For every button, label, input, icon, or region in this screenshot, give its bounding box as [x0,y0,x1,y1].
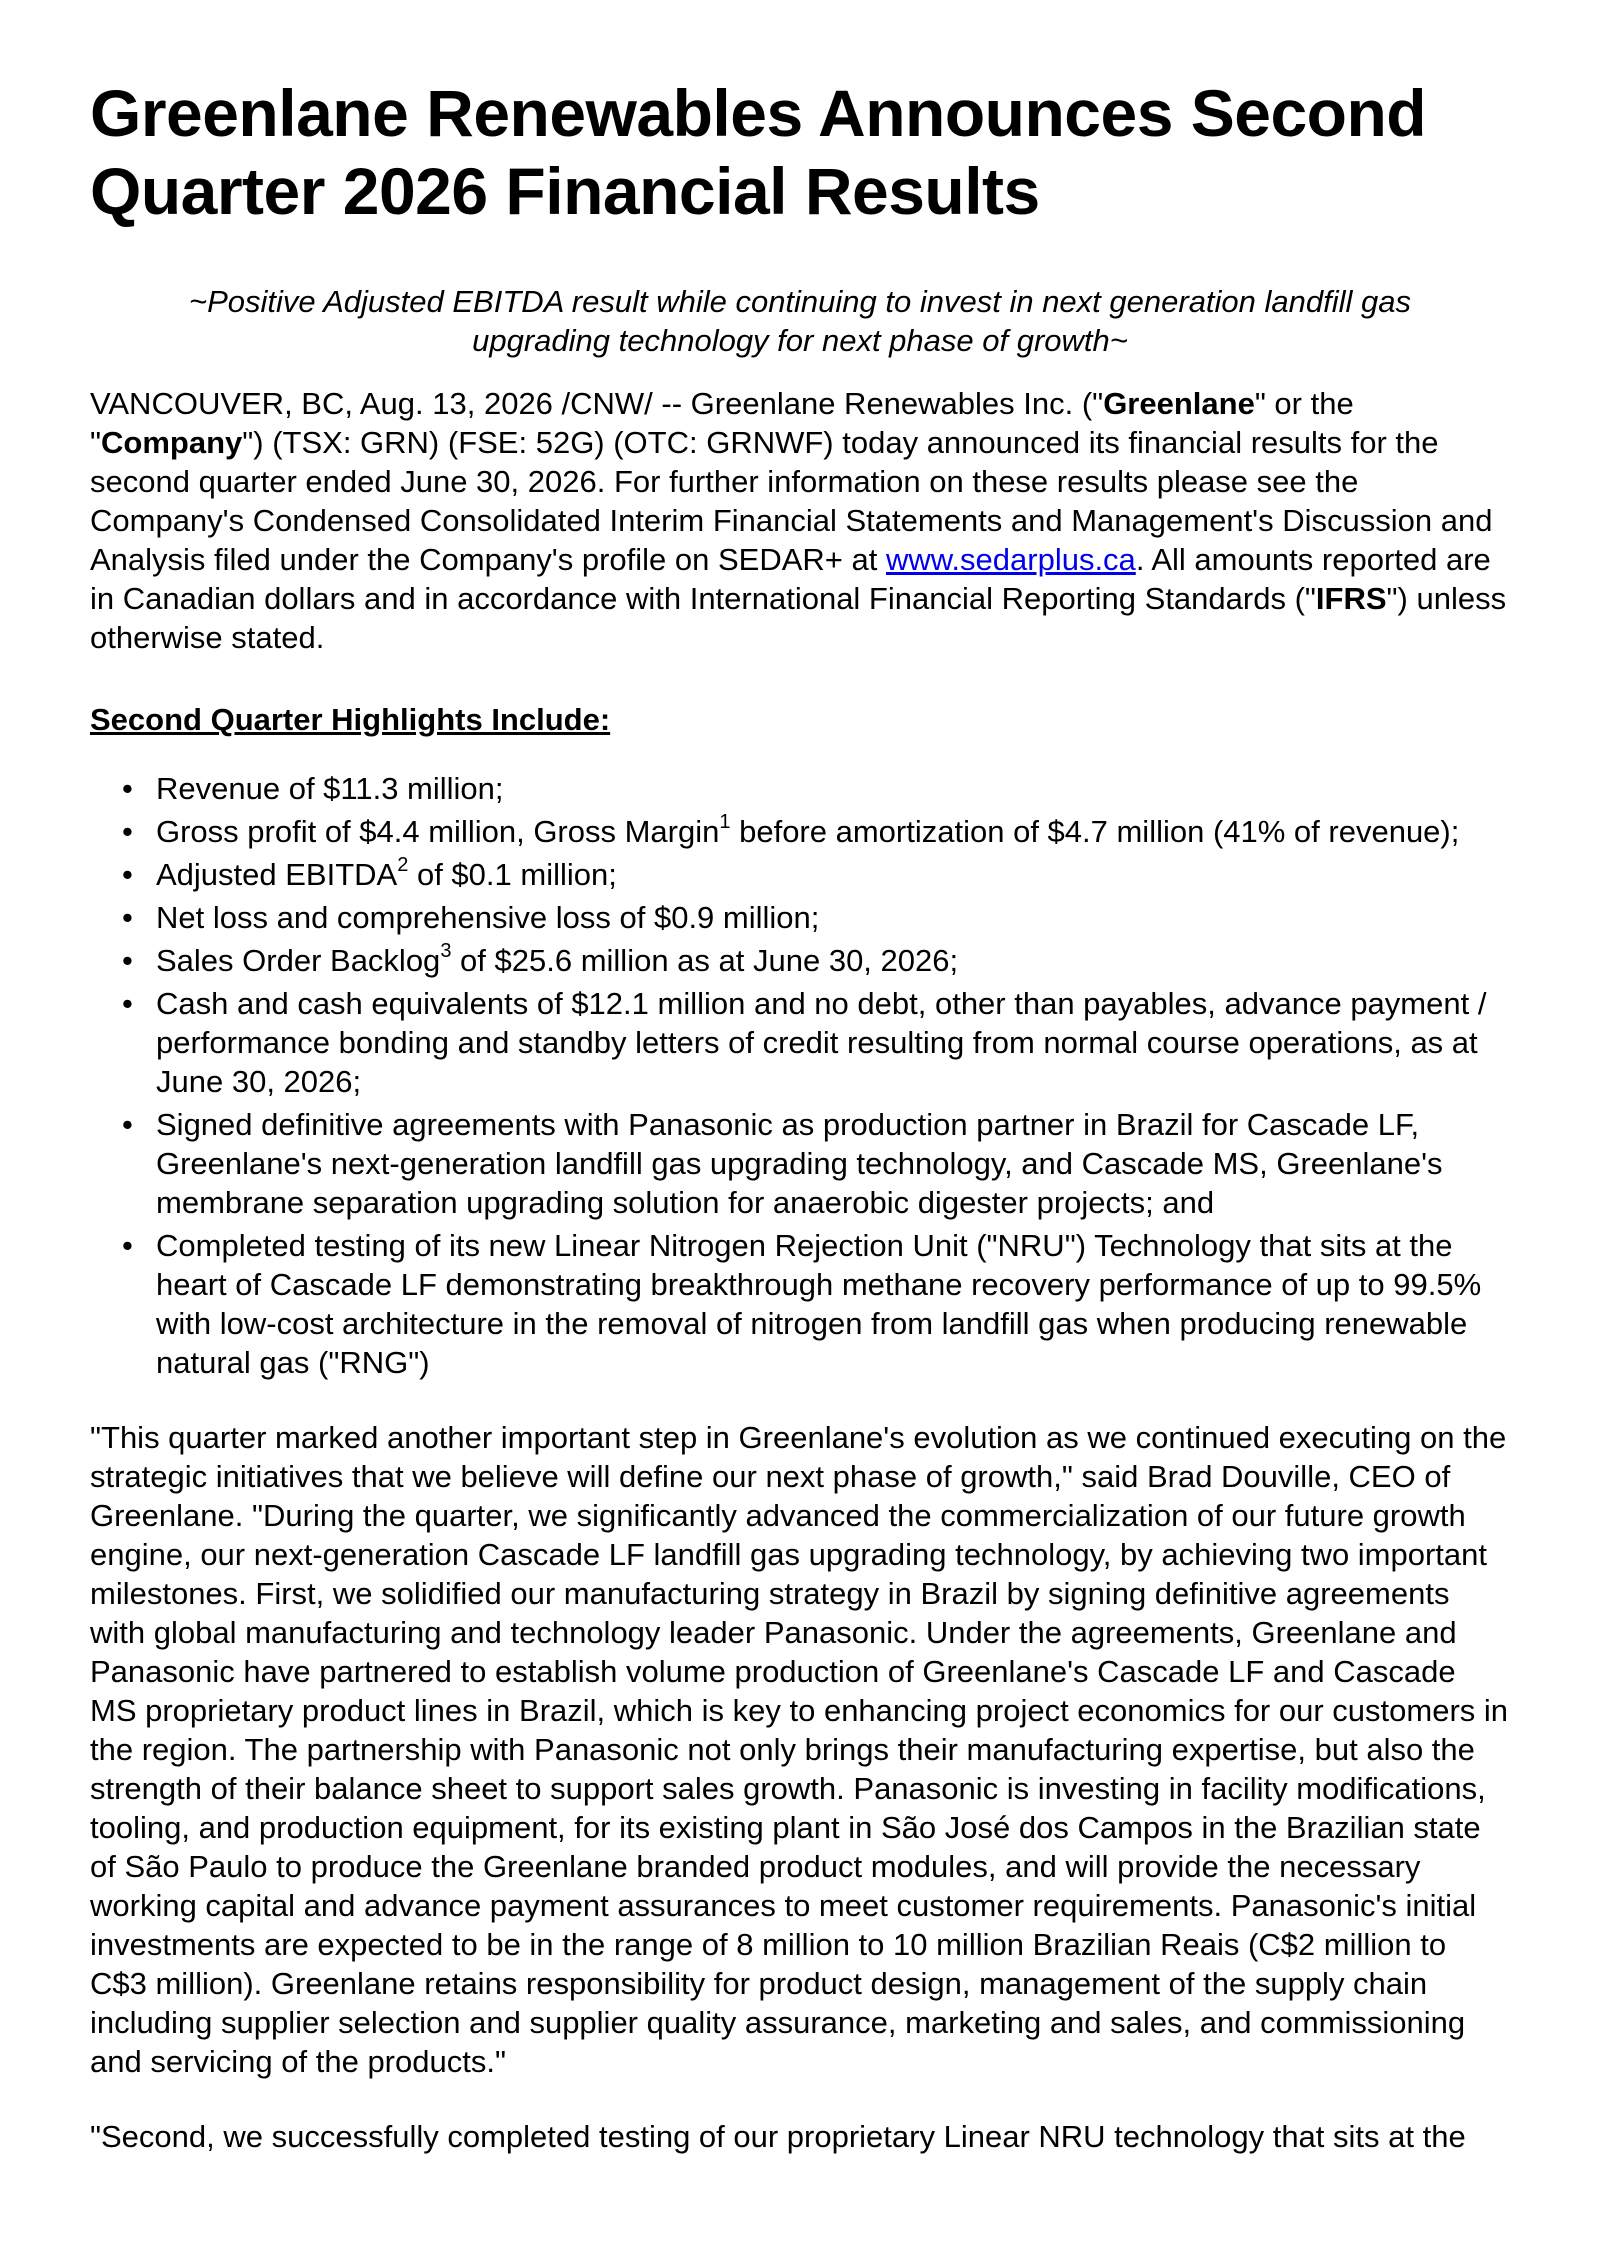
list-item [122,898,1510,937]
highlight-text-after: of $25.6 million as at June 30, 2026; [451,943,959,978]
page-title: Greenlane Renewables Announces Second Quarter 2026 Financial Results [90,76,1427,228]
highlight-text-after: of $0.1 million; [408,857,617,892]
highlight-text: Net loss and comprehensive loss of $0.9 million; [156,900,820,935]
bullet-icon: • [122,857,133,892]
list-item [122,1105,1510,1222]
intro-bold-ifrs: IFRS [1315,581,1387,616]
footnote-marker: 1 [719,811,731,833]
bullet-icon: • [122,900,133,935]
highlight-text: Signed definitive agreements with Panasonic as production partner in Brazil for Cascade LF, Greenlane's next-generation landfill gas upgrading technology, and Cascade MS, Greenlane's membrane separation upgrading solution for anaerobic digester projects; and [156,1107,1443,1220]
second-quote-paragraph: "Second, we successfully completed testing of our proprietary Linear NRU technology that sits at the [90,2119,1466,2154]
section-heading: Second Quarter Highlights Include: [90,702,611,737]
highlight-text: Gross profit of $4.4 million, Gross Margin [156,814,720,849]
intro-text-3: ") (TSX: GRN) (FSE: 52G) (OTC: GRNWF) today announced its financial results for the second quarter ended June 30, 2026. For further information on these results please see the Company's Condensed Consolidated Interim Financial Statements and Management's Discussion and Analysis filed under the Company's profile on SEDAR+ at [90,425,1493,577]
list-item [122,811,1510,851]
highlight-text: Completed testing of its new Linear Nitrogen Rejection Unit ("NRU") Technology that sits at the heart of Cascade LF demonstrating breakthrough methane recovery performance of up to 99.5% with low-cost architecture in the removal of nitrogen from landfill gas when producing renewable natural gas ("RNG") [156,1228,1482,1380]
list-item [122,769,1510,808]
intro-bold-company: Company [101,425,243,460]
intro-bold-greenlane: Greenlane [1103,386,1255,421]
highlight-text: Adjusted EBITDA [156,857,398,892]
list-item [122,940,1510,980]
list-item [122,1226,1510,1382]
ceo-quote-paragraph: "This quarter marked another important step in Greenlane's evolution as we continued executing on the strategic initiatives that we believe will define our next phase of growth," said Brad Douville, CEO of Greenlane. "During the quarter, we significantly advanced the commercialization of our future growth engine, our next-generation Cascade LF landfill gas upgrading technology, by achieving two important milestones. First, we solidified our manufacturing strategy in Brazil by signing definitive agreements with global manufacturing and technology leader Panasonic. Under the agreements, Greenlane and Panasonic have partnered to establish volume production of Greenlane's Cascade LF and Cascade MS proprietary product lines in Brazil, which is key to enhancing project economics for our customers in the region. The partnership with Panasonic not only brings their manufacturing expertise, but also the strength of their balance sheet to support sales growth. Panasonic is investing in facility modifications, tooling, and production equipment, for its existing plant in São José dos Campos in the Brazilian state of São Paulo to produce the Greenlane branded product modules, and will provide the necessary working capital and advance payment assurances to meet customer requirements. Panasonic's initial investments are expected to be in the range of 8 million to 10 million Brazilian Reais (C$2 million to C$3 million). Greenlane retains responsibility for product design, management of the supply chain including supplier selection and supplier quality assurance, marketing and sales, and commissioning and servicing of the products." [90,1420,1509,2079]
bullet-icon: • [122,1228,133,1263]
bullet-icon: • [122,943,133,978]
footnote-marker: 2 [397,854,409,876]
bullet-icon: • [122,814,133,849]
highlights-list [90,769,1510,1382]
intro-paragraph [90,384,1510,657]
intro-text-2: " or the " [90,386,1354,460]
bullet-icon: • [122,986,133,1021]
list-item [122,854,1510,894]
subtitle: ~Positive Adjusted EBITDA result while continuing to invest in next generation landfill gas upgrading technology for next phase of growth~ [188,284,1412,358]
intro-text-1: VANCOUVER, BC, Aug. 13, 2026 /CNW/ -- Greenlane Renewables Inc. (" [90,386,1104,421]
bullet-icon: • [122,1107,133,1142]
highlight-text-after: before amortization of $4.7 million (41% of revenue); [730,814,1460,849]
sedarplus-link[interactable]: www.sedarplus.ca [885,542,1136,577]
intro-text-4: . All amounts reported are in Canadian dollars and in accordance with International Financial Reporting Standards (" [90,542,1491,616]
highlight-text: Cash and cash equivalents of $12.1 million and no debt, other than payables, advance payment / performance bonding and standby letters of credit resulting from normal course operations, as at June 30, 2026; [156,986,1487,1099]
bullet-icon: • [122,771,133,806]
footnote-marker: 3 [440,940,452,962]
list-item [122,984,1510,1101]
highlight-text: Revenue of $11.3 million; [156,771,504,806]
intro-text-5: ") unless otherwise stated. [90,581,1507,655]
highlight-text: Sales Order Backlog [156,943,441,978]
